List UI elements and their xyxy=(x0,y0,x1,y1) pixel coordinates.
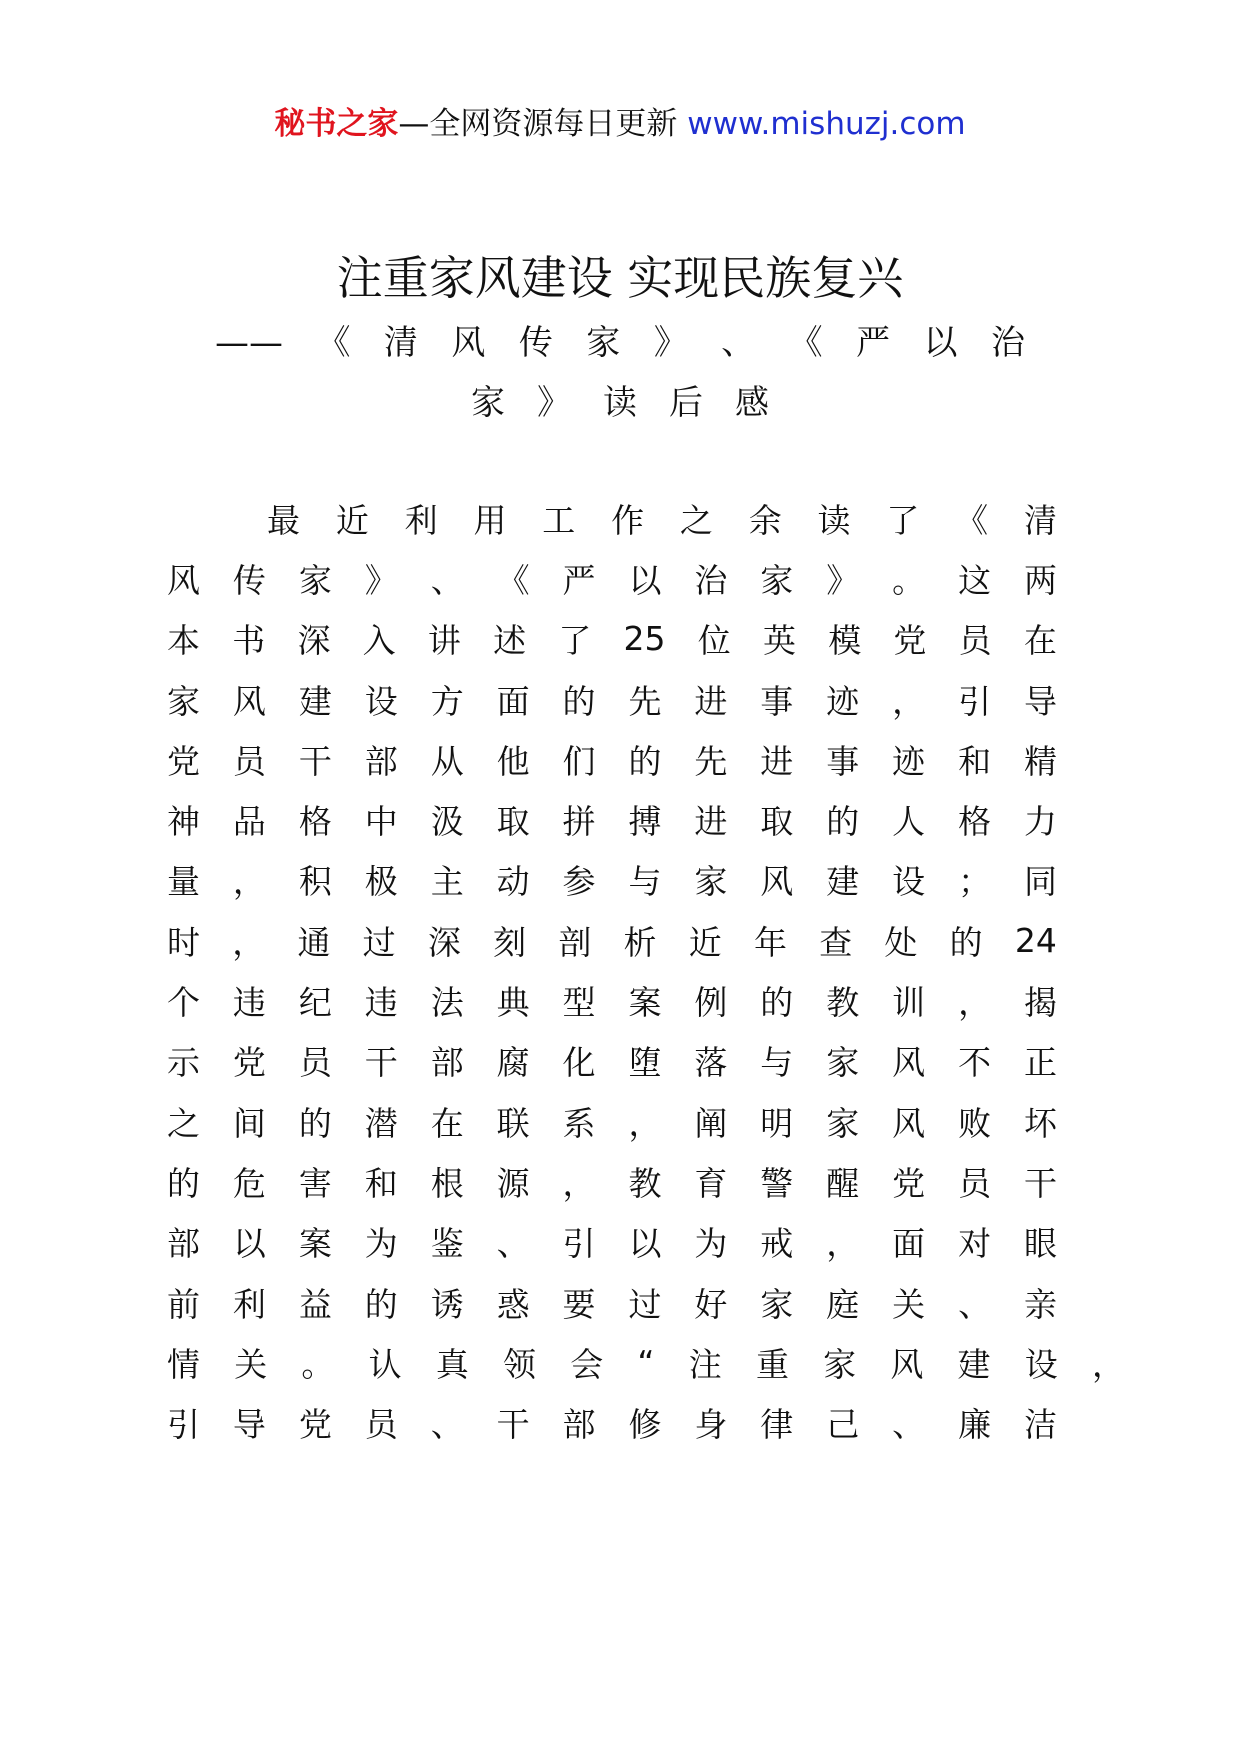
body-line xyxy=(167,850,1057,910)
body-char: 书 xyxy=(232,621,266,661)
subtitle-char: 感 xyxy=(735,383,769,423)
body-char: 、 xyxy=(430,560,464,600)
body-char: ， xyxy=(232,922,266,962)
body-char: 了 xyxy=(886,500,920,540)
body-char: 处 xyxy=(884,922,918,962)
body-char: 深 xyxy=(427,922,461,962)
body-char: 的 xyxy=(760,983,794,1023)
body-char: 最 xyxy=(267,500,300,540)
body-char: 警 xyxy=(760,1163,794,1203)
body-char: 部 xyxy=(430,1043,464,1083)
body-char: 进 xyxy=(694,681,728,721)
body-char: 风 xyxy=(167,560,200,600)
body-char: 搏 xyxy=(628,802,662,842)
body-char: 们 xyxy=(562,741,596,781)
body-char: 风 xyxy=(892,1103,926,1143)
body-char: 之 xyxy=(167,1103,200,1143)
body-char: 修 xyxy=(628,1405,662,1445)
body-char: 廉 xyxy=(958,1405,992,1445)
subtitle-char: 读 xyxy=(603,383,637,423)
subtitle-line xyxy=(215,313,1025,373)
body-char: 戒 xyxy=(760,1224,794,1264)
body-char: 建 xyxy=(826,862,860,902)
body-char: 在 xyxy=(1023,621,1057,661)
body-char: 利 xyxy=(404,500,438,540)
body-char: 导 xyxy=(1023,681,1057,721)
body-char: 主 xyxy=(430,862,464,902)
body-char: 党 xyxy=(232,1043,266,1083)
body-char: 部 xyxy=(167,1224,200,1264)
body-char: 入 xyxy=(362,621,396,661)
body-char: 了 xyxy=(558,621,592,661)
body-char: 堕 xyxy=(628,1043,662,1083)
body-char: 关 xyxy=(892,1284,926,1324)
body-char: 动 xyxy=(496,862,530,902)
body-char: 和 xyxy=(364,1163,398,1203)
body-char: 中 xyxy=(364,802,398,842)
body-char: 拼 xyxy=(562,802,596,842)
body-char: 坏 xyxy=(1023,1103,1057,1143)
body-line xyxy=(167,970,1057,1030)
body-char: 、 xyxy=(892,1405,926,1445)
document-body xyxy=(167,488,1125,1453)
subtitle-char: 治 xyxy=(990,323,1025,363)
body-char: 部 xyxy=(562,1405,596,1445)
body-char: 益 xyxy=(298,1284,332,1324)
body-line xyxy=(167,1212,1057,1272)
body-char: 进 xyxy=(760,741,794,781)
site-header xyxy=(0,100,1240,148)
body-char: 法 xyxy=(430,983,464,1023)
body-char: 设 xyxy=(364,681,398,721)
body-line xyxy=(167,488,1057,548)
body-char: 示 xyxy=(167,1043,200,1083)
body-char: 清 xyxy=(1023,500,1057,540)
subtitle-char: 风 xyxy=(451,323,486,363)
subtitle-char: 家 xyxy=(586,323,621,363)
body-char: 害 xyxy=(298,1163,332,1203)
document-subtitle xyxy=(215,313,1025,433)
body-char: 读 xyxy=(817,500,851,540)
body-char: 干 xyxy=(1023,1163,1057,1203)
body-char: 位 xyxy=(697,621,731,661)
body-char: 员 xyxy=(298,1043,332,1083)
body-char: 深 xyxy=(297,621,331,661)
body-char: 品 xyxy=(232,802,266,842)
body-char: 前 xyxy=(167,1284,200,1324)
subtitle-char: —— xyxy=(215,323,283,363)
body-char: 案 xyxy=(298,1224,332,1264)
body-char: 传 xyxy=(232,560,266,600)
body-char: 极 xyxy=(364,862,398,902)
header-tagline: —全网资源每日更新 xyxy=(398,106,688,142)
body-char: 揭 xyxy=(1023,983,1057,1023)
body-char: 型 xyxy=(562,983,596,1023)
body-char: 家 xyxy=(760,560,794,600)
body-char: 模 xyxy=(828,621,862,661)
body-char: 25 xyxy=(623,619,666,659)
body-char: 化 xyxy=(562,1043,596,1083)
body-char: 近 xyxy=(335,500,369,540)
brand-name: 秘书之家 xyxy=(274,106,399,142)
body-char: 迹 xyxy=(892,741,926,781)
body-char: ， xyxy=(826,1224,860,1264)
body-char: 根 xyxy=(430,1163,464,1203)
body-line xyxy=(167,1272,1057,1332)
body-char: 先 xyxy=(694,741,728,781)
body-char: 参 xyxy=(562,862,596,902)
body-char: ， xyxy=(892,681,926,721)
body-char: 风 xyxy=(892,1043,926,1083)
body-char: 潜 xyxy=(364,1103,398,1143)
body-char: 余 xyxy=(748,500,782,540)
body-char: 教 xyxy=(628,1163,662,1203)
body-char: 案 xyxy=(628,983,662,1023)
body-char: 部 xyxy=(364,741,398,781)
body-char: 通 xyxy=(297,922,331,962)
body-char: 腐 xyxy=(496,1043,530,1083)
body-char: 党 xyxy=(298,1405,332,1445)
body-char: 取 xyxy=(496,802,530,842)
body-char: 律 xyxy=(760,1405,794,1445)
body-char: ， xyxy=(1091,1344,1125,1384)
body-char: 认 xyxy=(368,1344,402,1384)
body-char: 员 xyxy=(232,741,266,781)
body-char: 家 xyxy=(826,1103,860,1143)
body-char: ， xyxy=(958,983,992,1023)
body-char: 明 xyxy=(760,1103,794,1143)
body-char: “ xyxy=(637,1342,655,1382)
body-char: 家 xyxy=(826,1043,860,1083)
body-char: 间 xyxy=(232,1103,266,1143)
body-char: 阐 xyxy=(694,1103,728,1143)
body-char: 先 xyxy=(628,681,662,721)
body-char: 取 xyxy=(760,802,794,842)
body-char: 本 xyxy=(167,621,200,661)
body-char: 24 xyxy=(1014,920,1057,960)
body-char: 系 xyxy=(562,1103,596,1143)
body-line xyxy=(167,1392,1057,1452)
body-char: 积 xyxy=(298,862,332,902)
body-char: 正 xyxy=(1023,1043,1057,1083)
body-char: 党 xyxy=(167,741,200,781)
body-char: 源 xyxy=(496,1163,530,1203)
body-char: 会 xyxy=(570,1344,604,1384)
body-char: 典 xyxy=(496,983,530,1023)
body-line xyxy=(167,1031,1057,1091)
body-char: 眼 xyxy=(1023,1224,1057,1264)
body-char: 进 xyxy=(694,802,728,842)
body-char: 为 xyxy=(364,1224,398,1264)
body-char: 纪 xyxy=(298,983,332,1023)
body-char: 落 xyxy=(694,1043,728,1083)
body-char: 讲 xyxy=(427,621,461,661)
document-title: 注重家风建设 实现民族复兴 xyxy=(336,251,904,305)
body-char: 从 xyxy=(430,741,464,781)
body-char: 的 xyxy=(298,1103,332,1143)
body-char: 的 xyxy=(562,681,596,721)
body-char: 治 xyxy=(694,560,728,600)
body-char: 鉴 xyxy=(430,1224,464,1264)
body-char: 风 xyxy=(232,681,266,721)
body-char: 年 xyxy=(753,922,787,962)
body-char: 精 xyxy=(1023,741,1057,781)
body-char: 之 xyxy=(679,500,713,540)
body-char: 诱 xyxy=(430,1284,464,1324)
body-char: 重 xyxy=(755,1344,789,1384)
body-char: 、 xyxy=(430,1405,464,1445)
body-char: 。 xyxy=(301,1344,335,1384)
body-char: 方 xyxy=(430,681,464,721)
body-char: 英 xyxy=(762,621,796,661)
body-char: 风 xyxy=(760,862,794,902)
body-char: 干 xyxy=(364,1043,398,1083)
body-line xyxy=(167,910,1057,970)
body-char: 设 xyxy=(1024,1344,1058,1384)
body-line xyxy=(167,548,1057,608)
body-char: 工 xyxy=(542,500,576,540)
body-char: 己 xyxy=(826,1405,860,1445)
body-char: 风 xyxy=(890,1344,924,1384)
body-char: 干 xyxy=(496,1405,530,1445)
body-char: 真 xyxy=(435,1344,469,1384)
body-char: 用 xyxy=(473,500,507,540)
body-line xyxy=(167,789,1057,849)
body-char: 时 xyxy=(167,922,200,962)
body-char: 这 xyxy=(958,560,992,600)
body-char: 育 xyxy=(694,1163,728,1203)
body-char: 利 xyxy=(232,1284,266,1324)
body-line xyxy=(167,1151,1057,1211)
body-char: 员 xyxy=(958,1163,992,1203)
body-char: 《 xyxy=(496,560,530,600)
subtitle-char: 严 xyxy=(856,323,891,363)
body-char: 身 xyxy=(694,1405,728,1445)
body-char: 醒 xyxy=(826,1163,860,1203)
body-char: 与 xyxy=(760,1043,794,1083)
body-char: 要 xyxy=(562,1284,596,1324)
body-char: 析 xyxy=(623,922,657,962)
body-char: 同 xyxy=(1023,862,1057,902)
body-char: 事 xyxy=(760,681,794,721)
subtitle-char: 》 xyxy=(537,383,571,423)
body-char: 的 xyxy=(628,741,662,781)
body-char: 导 xyxy=(232,1405,266,1445)
body-char: 他 xyxy=(496,741,530,781)
body-char: 例 xyxy=(694,983,728,1023)
body-char: 洁 xyxy=(1023,1405,1057,1445)
body-char: 情 xyxy=(167,1344,200,1384)
body-char: 干 xyxy=(298,741,332,781)
body-char: 量 xyxy=(167,862,200,902)
body-char: 家 xyxy=(760,1284,794,1324)
body-char: 为 xyxy=(694,1224,728,1264)
body-char: 以 xyxy=(628,560,662,600)
body-char: 个 xyxy=(167,983,200,1023)
body-char: 剖 xyxy=(558,922,592,962)
body-char: 严 xyxy=(562,560,596,600)
body-char: 查 xyxy=(819,922,853,962)
body-char: 在 xyxy=(430,1103,464,1143)
subtitle-char: 《 xyxy=(788,323,823,363)
body-char: 的 xyxy=(826,802,860,842)
body-char: 、 xyxy=(496,1224,530,1264)
body-char: 注 xyxy=(688,1344,722,1384)
body-line xyxy=(167,1091,1057,1151)
body-char: 汲 xyxy=(430,802,464,842)
body-char: 员 xyxy=(364,1405,398,1445)
body-char: 格 xyxy=(298,802,332,842)
body-char: 家 xyxy=(167,681,200,721)
body-char: 近 xyxy=(688,922,722,962)
body-char: ， xyxy=(628,1103,662,1143)
body-char: 庭 xyxy=(826,1284,860,1324)
body-char: 员 xyxy=(958,621,992,661)
body-char: 。 xyxy=(892,560,926,600)
body-char: 惑 xyxy=(496,1284,530,1324)
body-char: 引 xyxy=(562,1224,596,1264)
body-char: 党 xyxy=(893,621,927,661)
body-char: 、 xyxy=(958,1284,992,1324)
body-char: 过 xyxy=(362,922,396,962)
body-char: 教 xyxy=(826,983,860,1023)
body-char: 面 xyxy=(892,1224,926,1264)
body-char: 领 xyxy=(503,1344,537,1384)
body-char: 事 xyxy=(826,741,860,781)
subtitle-char: 》 xyxy=(653,323,688,363)
subtitle-char: 以 xyxy=(923,323,958,363)
body-char: 和 xyxy=(958,741,992,781)
body-char: 两 xyxy=(1023,560,1057,600)
body-char: 《 xyxy=(955,500,989,540)
body-char: 引 xyxy=(958,681,992,721)
body-char: 好 xyxy=(694,1284,728,1324)
body-char: 引 xyxy=(167,1405,200,1445)
body-char: 过 xyxy=(628,1284,662,1324)
body-char: 面 xyxy=(496,681,530,721)
body-char: 以 xyxy=(628,1224,662,1264)
body-char: 家 xyxy=(694,862,728,902)
body-char: 格 xyxy=(958,802,992,842)
subtitle-line xyxy=(215,373,1025,433)
body-line xyxy=(167,729,1057,789)
body-char: 作 xyxy=(611,500,645,540)
subtitle-char: 后 xyxy=(669,383,703,423)
body-char: 训 xyxy=(892,983,926,1023)
body-char: 的 xyxy=(949,922,983,962)
body-char: 不 xyxy=(958,1043,992,1083)
body-char: 对 xyxy=(958,1224,992,1264)
body-line xyxy=(167,609,1057,669)
subtitle-char: 、 xyxy=(721,323,756,363)
body-char: 建 xyxy=(957,1344,991,1384)
body-char: 迹 xyxy=(826,681,860,721)
body-char: 以 xyxy=(232,1224,266,1264)
body-char: ， xyxy=(232,862,266,902)
body-char: 人 xyxy=(892,802,926,842)
body-char: 关 xyxy=(234,1344,268,1384)
body-char: 违 xyxy=(364,983,398,1023)
body-char: 力 xyxy=(1023,802,1057,842)
body-char: 亲 xyxy=(1023,1284,1057,1324)
site-url-link[interactable]: www.mishuzj.com xyxy=(687,106,966,142)
body-line xyxy=(167,1332,1125,1392)
body-char: ， xyxy=(562,1163,596,1203)
body-char: 的 xyxy=(167,1163,200,1203)
body-line xyxy=(167,669,1057,729)
body-char: 家 xyxy=(298,560,332,600)
body-char: ； xyxy=(958,862,992,902)
body-char: 的 xyxy=(364,1284,398,1324)
body-char: 建 xyxy=(298,681,332,721)
subtitle-char: 传 xyxy=(518,323,553,363)
body-char: 败 xyxy=(958,1103,992,1143)
body-char: 神 xyxy=(167,802,200,842)
body-char: 述 xyxy=(493,621,527,661)
body-char: 刻 xyxy=(493,922,527,962)
body-char: 危 xyxy=(232,1163,266,1203)
body-char: 设 xyxy=(892,862,926,902)
body-char: 家 xyxy=(823,1344,857,1384)
body-char: 》 xyxy=(364,560,398,600)
body-char: 联 xyxy=(496,1103,530,1143)
subtitle-char: 《 xyxy=(316,323,351,363)
subtitle-char: 家 xyxy=(471,383,505,423)
subtitle-char: 清 xyxy=(383,323,418,363)
body-char: 》 xyxy=(826,560,860,600)
body-char: 党 xyxy=(892,1163,926,1203)
body-char: 违 xyxy=(232,983,266,1023)
body-char: 与 xyxy=(628,862,662,902)
